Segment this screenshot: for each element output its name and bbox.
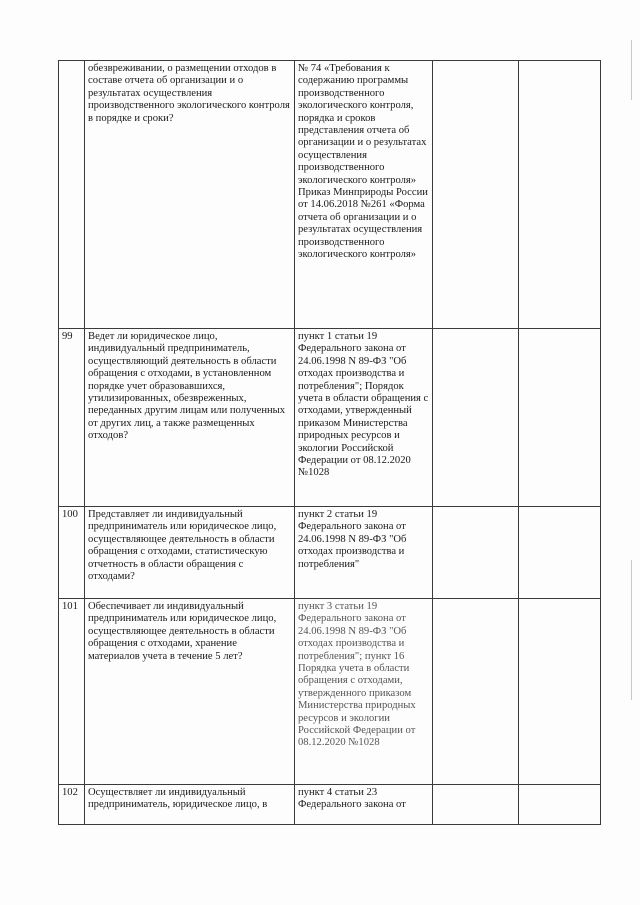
reference-cell: пункт 4 статьи 23 Федерального закона от (295, 785, 433, 825)
answer-cell (433, 785, 519, 825)
answer-cell (433, 329, 519, 507)
question-cell: Ведет ли юридическое лицо, индивидуальный предприниматель, осуществляющий деятельность в области обращения с отходами, в установленном порядке учет образовавшихся, утилизированных, обезвреженных, переданных другим лицам или полученных от других лиц, а также размещенных отходов? (85, 329, 295, 507)
answer-cell (433, 599, 519, 785)
question-cell: Осуществляет ли индивидуальный предприниматель, юридическое лицо, в (85, 785, 295, 825)
table-row (59, 507, 601, 599)
note-cell (519, 599, 601, 785)
question-cell: Представляет ли индивидуальный предприниматель или юридическое лицо, осуществляющее деятельность в области обращения с отходами, статистическую отчетность в области обращения с отходами? (85, 507, 295, 599)
row-number (59, 61, 85, 329)
note-cell (519, 785, 601, 825)
note-cell (519, 329, 601, 507)
reference-cell: пункт 1 статьи 19 Федерального закона от 24.06.1998 N 89-ФЗ "Об отходах производства и потребления"; Порядок учета в области обращения с отходами, утвержденный приказом Министерства природных ресурсов и экологии Российской Федерации от 08.12.2020 №1028 (295, 329, 433, 507)
row-number: 99 (59, 329, 85, 507)
note-cell (519, 507, 601, 599)
table-row (59, 599, 601, 785)
scan-artifact (631, 40, 632, 100)
scan-artifact (631, 560, 632, 700)
row-number: 100 (59, 507, 85, 599)
reference-cell: пункт 2 статьи 19 Федерального закона от 24.06.1998 N 89-ФЗ "Об отходах производства и потребления" (295, 507, 433, 599)
table-row (59, 61, 601, 329)
table-row (59, 329, 601, 507)
checklist-table (58, 60, 601, 825)
table-row (59, 785, 601, 825)
note-cell (519, 61, 601, 329)
answer-cell (433, 61, 519, 329)
question-cell: обезвреживании, о размещении отходов в составе отчета об организации и о результатах осуществления производственного экологического контроля в порядке и сроки? (85, 61, 295, 329)
reference-cell: пункт 3 статьи 19 Федерального закона от 24.06.1998 N 89-ФЗ "Об отходах производства и потребления"; пункт 16 Порядка учета в области обращения с отходами, утвержденного приказом Министерства природных ресурсов и экологии Российской Федерации от 08.12.2020 №1028 (295, 599, 433, 785)
question-cell: Обеспечивает ли индивидуальный предприниматель или юридическое лицо, осуществляющее деятельность в области обращения с отходами, хранение материалов учета в течение 5 лет? (85, 599, 295, 785)
row-number: 101 (59, 599, 85, 785)
answer-cell (433, 507, 519, 599)
reference-cell: № 74 «Требования к содержанию программы производственного экологического контроля, порядка и сроков представления отчета об организации и о результатах осуществления производственного экологического контроля» Приказ Минприроды России от 14.06.2018 №261 «Форма отчета об организации и о результатах осуществления производственного экологического контроля» (295, 61, 433, 329)
row-number: 102 (59, 785, 85, 825)
